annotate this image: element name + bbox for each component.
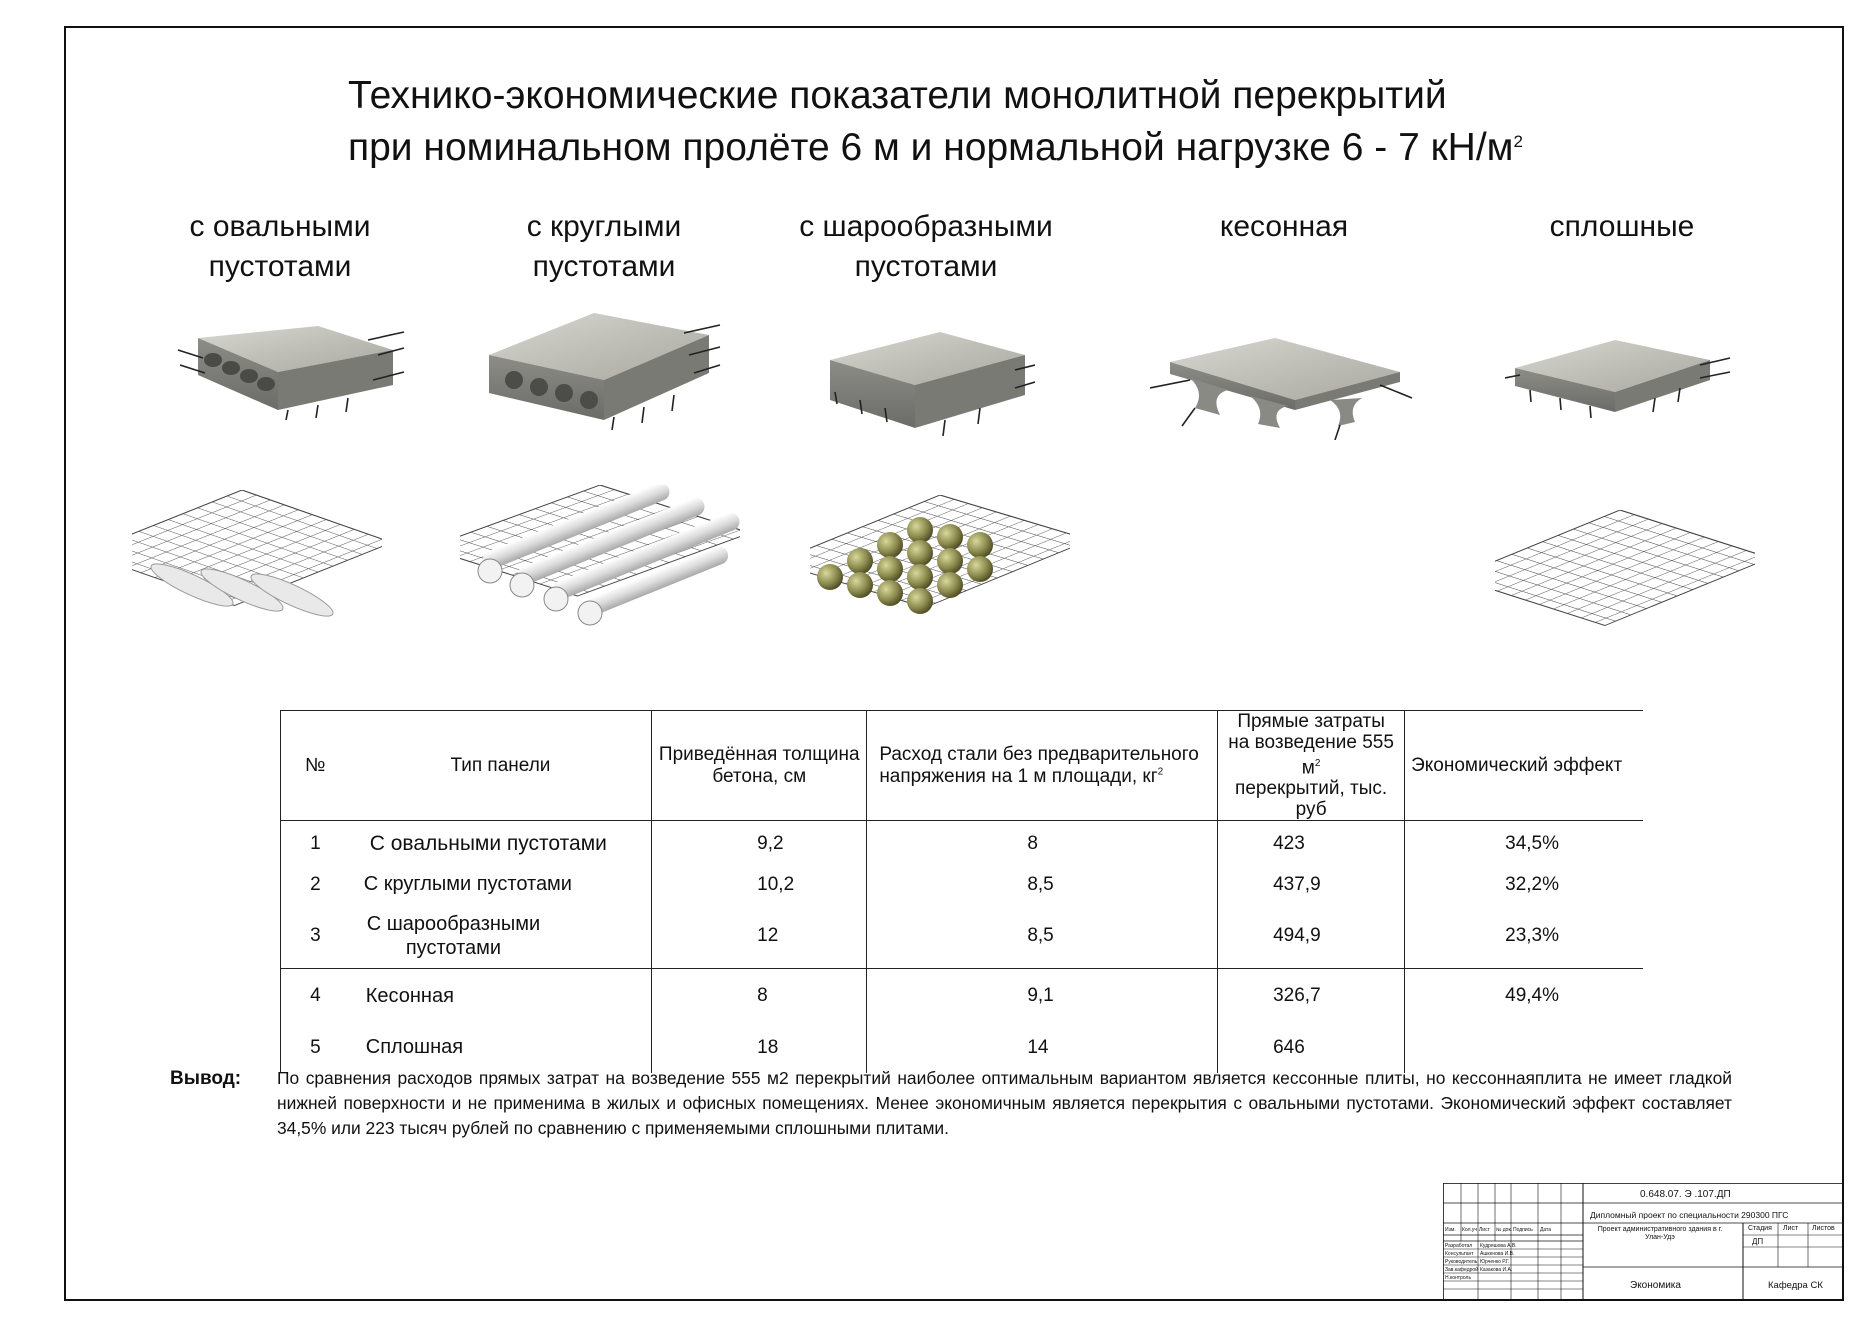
slab-round-voids-image xyxy=(484,305,724,430)
cell-type: С круглыми пустотами xyxy=(350,867,652,903)
header-effect: Экономический эффект xyxy=(1405,711,1643,821)
slab-spherical-voids-image xyxy=(815,320,1035,440)
cell-num: 1 xyxy=(281,821,350,867)
table-row xyxy=(281,867,1644,903)
slab-oval-voids-image xyxy=(168,320,408,420)
cell-thickness: 9,2 xyxy=(652,821,867,867)
slab-coffered-image xyxy=(1150,330,1420,440)
stamp-stage-label: Стадия xyxy=(1748,1225,1772,1232)
cell-steel: 8,5 xyxy=(867,867,1218,903)
header-cost-line: перекрытий, тыс. руб xyxy=(1235,778,1388,821)
column-heading-spherical xyxy=(766,207,1086,287)
column-heading-line: пустотами xyxy=(208,250,352,283)
stamp-building: Проект административного здания в г. Улан-Удэ xyxy=(1597,1226,1723,1241)
cell-type: Сплошная xyxy=(350,1023,652,1073)
column-heading-oval xyxy=(120,207,440,287)
cell-steel: 8 xyxy=(867,821,1218,867)
sheet-title xyxy=(348,70,1648,174)
stamp-role: Консультант xyxy=(1445,1251,1474,1257)
mesh-oval-voids-image xyxy=(132,490,382,640)
cell-num: 3 xyxy=(281,903,350,969)
mesh-spherical-voids-image xyxy=(810,495,1070,655)
cell-num: 5 xyxy=(281,1023,350,1073)
header-cost-line xyxy=(1218,732,1404,778)
cell-cost: 437,9 xyxy=(1218,867,1405,903)
header-thickness: Приведённая толщина бетона, см xyxy=(652,711,867,821)
title-superscript: 2 xyxy=(1513,132,1523,151)
cell-effect: 49,4% xyxy=(1405,969,1643,1023)
header-num: № xyxy=(281,711,350,821)
title-line-1: Технико-экономические показатели монолитной перекрытий xyxy=(348,74,1447,117)
column-heading-line: с шарообразными xyxy=(799,210,1053,243)
conclusion-text: По сравнения расходов прямых затрат на возведение 555 м2 перекрытий наиболее оптимальным вариантом является кессонные плиты, но кессоннаяплита не имеет гладкой нижней поверхности и не применима в жилых и офисных помещениях. Менее экономичным является перекрытия с овальными пустотами. Экономический эффект составляет 34,5% или 223 тысяч рублей по сравнению с применяемыми сплошными плитами. xyxy=(277,1068,1732,1138)
table-row xyxy=(281,821,1644,867)
cell-type: С шарообразными пустотами xyxy=(350,903,652,969)
header-steel xyxy=(867,711,1218,821)
slab-solid-image xyxy=(1505,330,1735,430)
stamp-sheet-title: Экономика xyxy=(1630,1280,1681,1291)
stamp-header-cell: Кол.уч xyxy=(1462,1227,1477,1233)
title-line-2 xyxy=(348,122,1648,174)
cell-steel: 9,1 xyxy=(867,969,1218,1023)
cell-cost: 326,7 xyxy=(1218,969,1405,1023)
cell-thickness: 12 xyxy=(652,903,867,969)
cell-cost: 423 xyxy=(1218,821,1405,867)
column-heading-round xyxy=(444,207,764,287)
cell-effect: 34,5% xyxy=(1405,821,1643,867)
column-heading-coffered xyxy=(1124,207,1444,247)
stamp-header-cell: Лист xyxy=(1479,1227,1490,1233)
cell-thickness: 18 xyxy=(652,1023,867,1073)
cell-num: 2 xyxy=(281,867,350,903)
mesh-solid-image xyxy=(1495,510,1755,670)
header-steel-sup: 2 xyxy=(1157,766,1164,778)
stamp-role: Зав.кафедрой xyxy=(1445,1267,1478,1273)
stamp-header-cell: Дата xyxy=(1540,1227,1552,1233)
column-heading-line: пустотами xyxy=(532,250,676,283)
title-line-2-text: при номинальном пролёте 6 м и нормальной нагрузке 6 - 7 кН/м xyxy=(348,126,1514,169)
column-heading-line: кесонная xyxy=(1219,210,1349,243)
stamp-person: Юрченко Р.Г. xyxy=(1480,1259,1510,1265)
column-heading-line: пустотами xyxy=(854,250,998,283)
mesh-round-voids-image xyxy=(460,485,740,645)
stamp-header-cell: Изм. xyxy=(1445,1227,1456,1233)
cell-num: 4 xyxy=(281,969,350,1023)
stamp-department: Кафедра СК xyxy=(1768,1280,1823,1291)
cell-thickness: 8 xyxy=(652,969,867,1023)
stamp-person: Казакова И.А. xyxy=(1480,1267,1513,1273)
column-heading-line: с круглыми xyxy=(526,210,682,243)
stamp-person: Ашкенова И.В. xyxy=(1480,1251,1515,1257)
cell-type: С овальными пустотами xyxy=(350,821,652,867)
stamp-header-cell: Подпись xyxy=(1513,1227,1533,1233)
stamp-sheets-label: Листов xyxy=(1812,1225,1835,1232)
cell-thickness: 10,2 xyxy=(652,867,867,903)
conclusion-label: Вывод: xyxy=(170,1068,242,1089)
cell-effect: 23,3% xyxy=(1505,924,1559,946)
table-row xyxy=(281,969,1644,1023)
column-heading-line: с овальными xyxy=(189,210,371,243)
cell-cost: 494,9 xyxy=(1218,903,1405,969)
cell-type: Кесонная xyxy=(350,969,652,1023)
cell-cost: 646 xyxy=(1218,1023,1405,1073)
stamp-person: Кудряшова А.В. xyxy=(1480,1243,1517,1249)
stamp-code: 0.648.07. Э .107.ДП xyxy=(1640,1189,1731,1200)
cell-steel: 8,5 xyxy=(867,903,1218,969)
column-heading-line: сплошные xyxy=(1549,210,1695,243)
column-heading-solid xyxy=(1462,207,1782,247)
stamp-sheet-label: Лист xyxy=(1783,1225,1799,1232)
header-cost-line: Прямые затраты xyxy=(1237,711,1385,732)
stamp-role: Разработал xyxy=(1445,1243,1473,1249)
indicators-table xyxy=(280,710,1643,1073)
stamp-header-cell: № док. xyxy=(1496,1227,1513,1233)
cell-steel: 14 xyxy=(867,1023,1218,1073)
header-cost-line-2: на возведение 555 м xyxy=(1228,732,1394,779)
cell-effect: 32,2% xyxy=(1505,873,1559,895)
stamp-stage: ДП xyxy=(1752,1237,1764,1246)
stamp-project: Дипломный проект по специальности 290300 ПГС xyxy=(1590,1210,1789,1220)
stamp-role: Руководитель xyxy=(1445,1259,1478,1265)
header-cost xyxy=(1218,711,1405,821)
header-cost-sup: 2 xyxy=(1314,758,1321,769)
header-steel-text: Расход стали без предварительного напряжения на 1 м площади, кг xyxy=(879,743,1199,787)
table-row xyxy=(281,903,1644,969)
stamp-role: Н.контроль xyxy=(1445,1275,1472,1281)
header-type: Тип панели xyxy=(350,711,652,821)
